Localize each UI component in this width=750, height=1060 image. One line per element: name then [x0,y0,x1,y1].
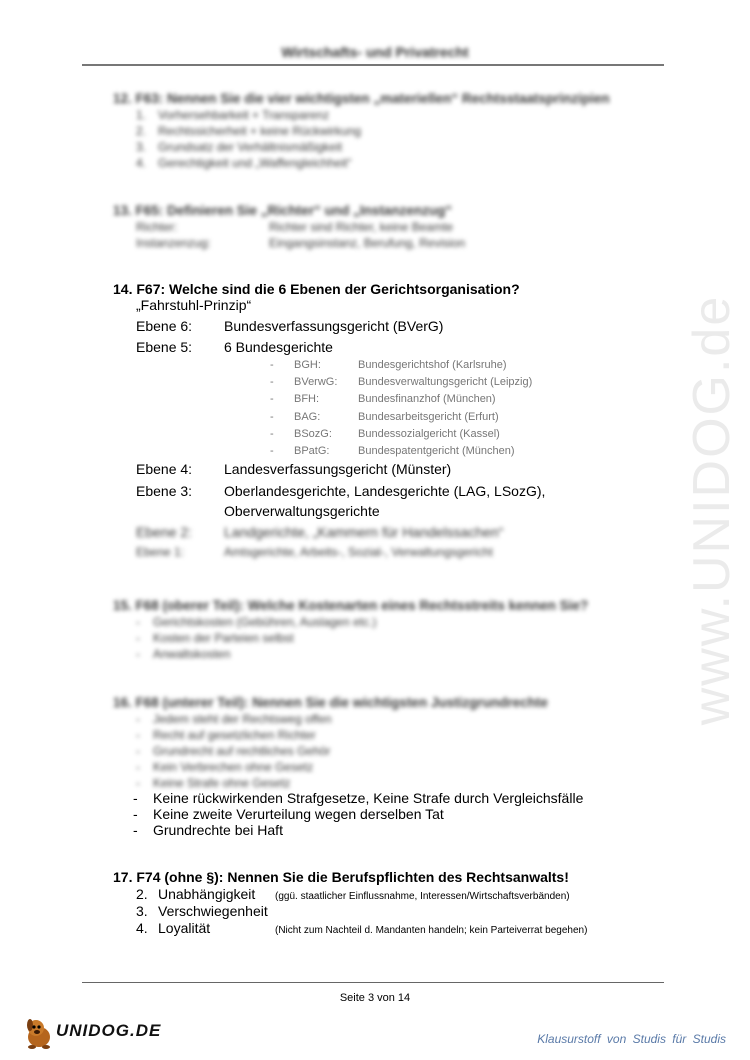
court-row: - BFH: Bundesfinanzhof (München) [270,393,496,406]
footer-rule [82,982,664,983]
watermark: www.UNIDOG.de [683,294,741,726]
list-item: - Jedem steht der Rechtsweg offen [136,712,332,726]
question-16-blurred-list [136,711,332,791]
court-row: - BGH: Bundesgerichtshof (Karlsruhe) [270,359,507,371]
court-row: - BVerwG: Bundesverwaltungsgericht (Leipzig) [270,376,533,389]
list-item: - Recht auf gesetzlichen Richter [136,728,316,742]
list-item: - Kosten der Parteien selbst [136,631,294,645]
question-17-title: 17. F74 (ohne §): Nennen Sie die Berufspflichten des Rechtsanwalts! [113,869,569,885]
question-17-list [136,886,588,937]
list-item: - Keine Strafe ohne Gesetz [136,776,291,790]
page-header-title: Wirtschafts- und Privatrecht [281,44,469,60]
logo-text: UNIDOG.DE [56,1021,162,1040]
list-item: 2. Rechtssicherheit + keine Rückwirkung [136,124,362,138]
definition-row: Instanzenzug: Eingangsinstanz, Berufung, Revision [136,236,466,250]
ebene-4-row: Ebene 4: Landesverfassungsgericht (Münster) [136,461,452,477]
list-item: - Grundrechte bei Haft [133,822,283,838]
ebene-2-row: Ebene 2: Landgerichte, „Kammern für Handelssachen“ [136,524,504,540]
court-row: - BAG: Bundesarbeitsgericht (Erfurt) [270,410,499,423]
question-16-list [133,790,583,838]
list-item: - Keine rückwirkenden Strafgesetze, Keine Strafe durch Vergleichsfälle [133,790,584,806]
question-14-subtitle: „Fahrstuhl-Prinzip“ [136,297,252,313]
list-item: - Gerichtskosten (Gebühren, Auslagen etc.) [136,615,377,629]
list-item: - Anwaltskosten [136,647,231,661]
list-item: 4. Gerechtigkeit und „Waffengleichheit“ [136,156,352,170]
court-row: - BPatG: Bundespatentgericht (München) [270,445,515,458]
ebene-3-row: Ebene 3: Oberlandesgerichte, Landesgerichte (LAG, LSozG), Oberverwaltungsgerichte [136,483,546,519]
federal-courts-list [270,357,532,460]
header-rule [82,64,664,66]
list-item: - Grundrecht auf rechtliches Gehör [136,744,331,758]
list-item: 3. Verschwiegenheit [136,903,268,919]
question-12-title: 12. F63: Nennen Sie die vier wichtigsten „materiellen“ Rechtsstaatsprinzipien [113,91,610,106]
dog-mascot-icon [22,1016,58,1050]
list-item: 3. Grundsatz der Verhältnismäßigkeit [136,140,343,154]
list-item-note: (Nicht zum Nachteil d. Mandanten handeln; kein Parteiverrat begehen) [275,925,588,936]
list-item: 4. Loyalität (Nicht zum Nachteil d. Mandanten handeln; kein Parteiverrat begehen) [136,920,268,937]
court-row: - BSozG: Bundessozialgericht (Kassel) [270,427,500,440]
question-13-definitions [136,219,465,251]
question-15-title: 15. F68 (oberer Teil): Welche Kostenarten eines Rechtsstreits kennen Sie? [113,598,589,613]
list-item: 2. Unabhängigkeit (ggü. staatlicher Einflussnahme, Interessen/Wirtschaftsverbänden) [136,886,268,903]
question-14-title: 14. F67: Welche sind die 6 Ebenen der Gerichtsorganisation? [113,281,520,297]
ebene-5-row: Ebene 5: 6 Bundesgerichte [136,339,333,355]
page-number: Seite 3 von 14 [339,992,411,1004]
list-item: 1. Vorhersehbarkeit + Transparenz [136,108,330,122]
list-item: - Kein Verbrechen ohne Gesetz [136,760,314,774]
unidog-logo [22,1016,162,1050]
ebene-1-row: Ebene 1: Amtsgerichte, Arbeits-, Sozial-, Verwaltungsgericht [136,545,493,559]
question-12-list [136,107,361,171]
ebene-6-row: Ebene 6: Bundesverfassungsgericht (BVerG) [136,318,444,334]
question-13-title: 13. F65: Definieren Sie „Richter“ und „Instanzenzug“ [113,203,453,218]
footer-slogan: Klausurstoff von Studis für Studis [537,1032,726,1046]
list-item: - Keine zweite Verurteilung wegen derselben Tat [133,806,444,822]
definition-row: Richter: Richter sind Richter, keine Beamte [136,220,454,234]
list-item-note: (ggü. staatlicher Einflussnahme, Interessen/Wirtschaftsverbänden) [275,891,570,902]
question-15-list [136,614,376,662]
question-16-title: 16. F68 (unterer Teil): Nennen Sie die wichtigsten Justizgrundrechte [113,695,548,710]
